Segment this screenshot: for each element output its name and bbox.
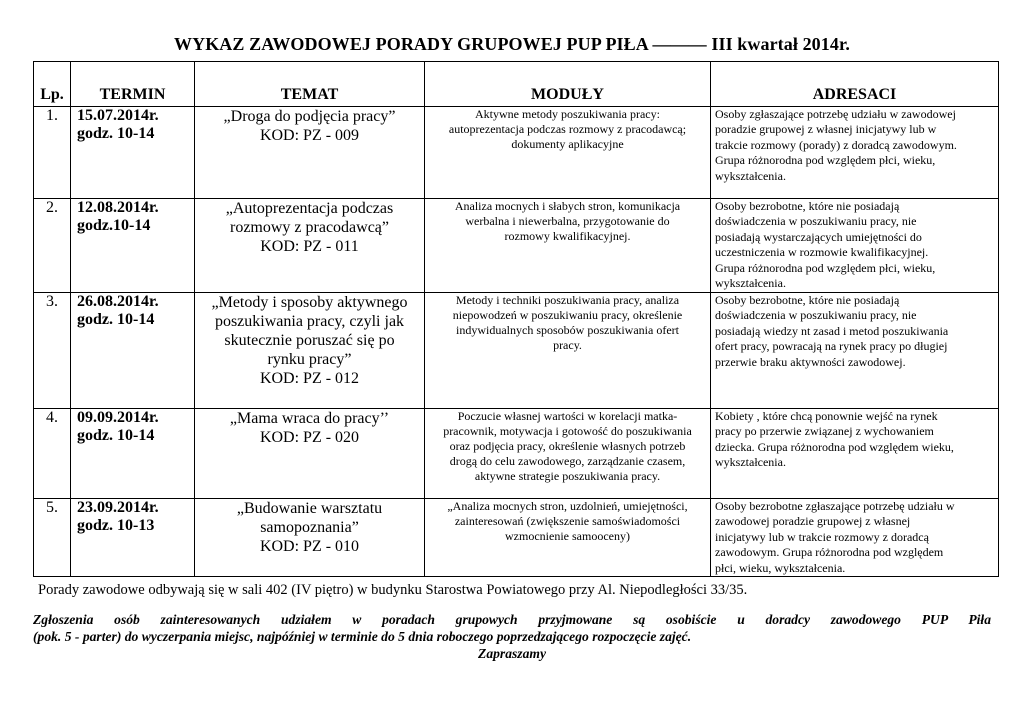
document-title: WYKAZ ZAWODOWEJ PORADY GRUPOWEJ PUP PIŁA ——— III kwartał 2014r. <box>174 34 850 54</box>
term-date: 23.09.2014r. <box>77 499 159 516</box>
topic-cell <box>195 499 425 577</box>
invitation-text: Zapraszamy <box>478 646 546 661</box>
table-row <box>34 293 999 409</box>
modules-line: indywidualnych sposobów poszukiwania ofert <box>456 323 679 337</box>
modules-line: pracy. <box>553 338 582 352</box>
topic-line: „Mama wraca do pracy’’ <box>229 410 390 427</box>
recipients-line: wykształcenia. <box>715 276 786 291</box>
topic-line: „Autoprezentacja podczas <box>225 200 394 217</box>
table-row <box>34 409 999 499</box>
recipients-line: Osoby bezrobotne, które nie posiadają <box>715 199 900 213</box>
recipients-line: doświadczenia w poszukiwaniu pracy, nie <box>715 308 917 323</box>
header-moduly: MODUŁY <box>425 62 711 107</box>
recipients-line: przerwie braku aktywności zawodowej. <box>715 354 906 369</box>
topic-line: KOD: PZ - 011 <box>260 238 359 255</box>
term-hours: godz. 10-13 <box>77 517 155 534</box>
topic-cell <box>195 409 425 499</box>
recipients-line: zawodowej poradzie grupowej z własnej <box>715 514 911 529</box>
topic-line: rozmowy z pracodawcą” <box>229 219 390 236</box>
topic-line: „Droga do podjęcia pracy” <box>223 108 396 125</box>
table-row <box>34 107 999 199</box>
topic-line: rynku pracy” <box>267 351 352 368</box>
location-note: Porady zawodowe odbywają się w sali 402 (IV piętro) w budynku Starostwa Powiatowego przy Al. Niepodległości 33/35. <box>38 582 748 598</box>
term-cell <box>71 499 195 577</box>
modules-line: drogą do celu zawodowego, zarządzanie czasem, <box>449 454 686 468</box>
recipients-line: uczestniczenia w rozmowie kwalifikacyjnej. <box>715 245 929 260</box>
recipients-line: płci, wieku, wykształcenia. <box>715 560 846 575</box>
term-date: 15.07.2014r. <box>77 107 159 124</box>
modules-line: wzmocnienie samooceny) <box>505 529 630 543</box>
modules-line: oraz podjęcia pracy, określenie własnych potrzeb <box>449 439 686 453</box>
recipients-cell <box>711 499 999 577</box>
recipients-line: Grupa różnorodna pod względem płci, wieku, <box>715 153 936 168</box>
term-date: 09.09.2014r. <box>77 409 159 426</box>
recipients-line: inicjatywy lub w trakcie rozmowy z doradcą <box>715 529 929 544</box>
topic-cell <box>195 293 425 409</box>
term-cell <box>71 107 195 199</box>
recipients-line: Kobiety , które chcą ponownie wejść na rynek <box>715 409 938 423</box>
table-body <box>34 107 999 577</box>
recipients-line: Grupa różnorodna pod względem płci, wieku, <box>715 260 936 275</box>
modules-line: Poczucie własnej wartości w korelacji matka- <box>457 409 678 423</box>
recipients-line: Osoby bezrobotne zgłaszające potrzebę udziału w <box>715 499 955 513</box>
term-date: 26.08.2014r. <box>77 293 159 310</box>
recipients-line: dziecka. Grupa różnorodna pod względem wieku, <box>715 439 954 454</box>
recipients-line: zawodowym. Grupa różnorodna pod względem <box>715 545 944 560</box>
topic-line: KOD: PZ - 020 <box>259 429 360 446</box>
recipients-line: pracy po przerwie związanej z wychowaniem <box>715 424 934 439</box>
modules-line: autoprezentacja podczas rozmowy z pracodawcą; <box>448 122 687 136</box>
lp-cell: 2. <box>34 199 71 293</box>
schedule-table <box>33 61 999 577</box>
registration-info <box>33 611 991 662</box>
recipients-cell <box>711 199 999 293</box>
recipients-line: doświadczenia w poszukiwaniu pracy, nie <box>715 214 917 229</box>
topic-line: KOD: PZ - 012 <box>259 370 360 387</box>
topic-line: skutecznie poruszać się po <box>224 332 395 349</box>
modules-cell <box>425 107 711 199</box>
recipients-line: ofert pracy, powracają na rynek pracy po długiej <box>715 339 948 354</box>
term-hours: godz. 10-14 <box>77 311 155 328</box>
header-temat: TEMAT <box>195 62 425 107</box>
term-cell <box>71 409 195 499</box>
modules-cell <box>425 199 711 293</box>
recipients-line: wykształcenia. <box>715 168 786 183</box>
topic-line: „Metody i sposoby aktywnego <box>211 294 408 311</box>
recipients-cell <box>711 409 999 499</box>
recipients-line: trakcie rozmowy (porady) z doradcą zawodowym. <box>715 137 957 152</box>
topic-line: KOD: PZ - 010 <box>259 538 360 555</box>
modules-cell <box>425 409 711 499</box>
modules-line: pracownik, motywacja i gotowość do poszukiwania <box>443 424 692 438</box>
recipients-line: poradzie grupowej z własnej inicjatywy lub w <box>715 122 937 137</box>
lp-cell: 5. <box>34 499 71 577</box>
modules-cell <box>425 293 711 409</box>
modules-line: zainteresowań (zwiększenie samoświadomości <box>454 514 681 528</box>
modules-line: niepowodzeń w poszukiwaniu pracy, określenie <box>452 308 683 322</box>
registration-line-2: (pok. 5 - parter) do wyczerpania miejsc, najpóźniej w terminie do 5 dnia roboczego poprzedzającego rozpoczęcie zajęć. <box>33 629 692 644</box>
lp-cell: 3. <box>34 293 71 409</box>
recipients-line: posiadają wiedzy nt zasad i metod poszukiwania <box>715 323 949 338</box>
recipients-cell <box>711 107 999 199</box>
term-hours: godz.10-14 <box>77 217 151 234</box>
table-row <box>34 499 999 577</box>
lp-cell: 1. <box>34 107 71 199</box>
topic-line: „Budowanie warsztatu <box>236 500 383 517</box>
table-header-row <box>34 62 999 107</box>
recipients-line: Osoby zgłaszające potrzebę udziału w zawodowej <box>715 107 956 121</box>
header-adresaci: ADRESACI <box>711 62 999 107</box>
recipients-line: posiadają wystarczających umiejętności do <box>715 229 922 244</box>
modules-line: dokumenty aplikacyjne <box>511 137 624 151</box>
modules-line: werbalna i niewerbalna, przygotowanie do <box>465 214 670 228</box>
modules-cell <box>425 499 711 577</box>
topic-line: poszukiwania pracy, czyli jak <box>214 313 405 330</box>
modules-line: „Analiza mocnych stron, uzdolnień, umiejętności, <box>447 499 688 513</box>
modules-line: aktywne strategie poszukiwania pracy. <box>474 469 661 483</box>
topic-line: samopoznania” <box>260 519 359 536</box>
topic-cell <box>195 199 425 293</box>
recipients-line: wykształcenia. <box>715 455 786 470</box>
modules-line: rozmowy kwalifikacyjnej. <box>504 229 631 243</box>
modules-line: Aktywne metody poszukiwania pracy: <box>475 107 660 121</box>
modules-line: Metody i techniki poszukiwania pracy, analiza <box>455 293 680 307</box>
term-cell <box>71 293 195 409</box>
recipients-cell <box>711 293 999 409</box>
topic-cell <box>195 107 425 199</box>
modules-line: Analiza mocnych i słabych stron, komunikacja <box>454 199 681 213</box>
header-termin: TERMIN <box>71 62 195 107</box>
table-row <box>34 199 999 293</box>
term-date: 12.08.2014r. <box>77 199 159 216</box>
term-cell <box>71 199 195 293</box>
topic-line: KOD: PZ - 009 <box>259 127 360 144</box>
term-hours: godz. 10-14 <box>77 427 155 444</box>
recipients-line: Osoby bezrobotne, które nie posiadają <box>715 293 900 307</box>
term-hours: godz. 10-14 <box>77 125 155 142</box>
header-lp: Lp. <box>34 62 71 107</box>
registration-line-1: Zgłoszenia osób zainteresowanych udziałem w poradach grupowych przyjmowane są osobiście u doradcy zawodowego PUP Piła <box>33 612 991 627</box>
lp-cell: 4. <box>34 409 71 499</box>
